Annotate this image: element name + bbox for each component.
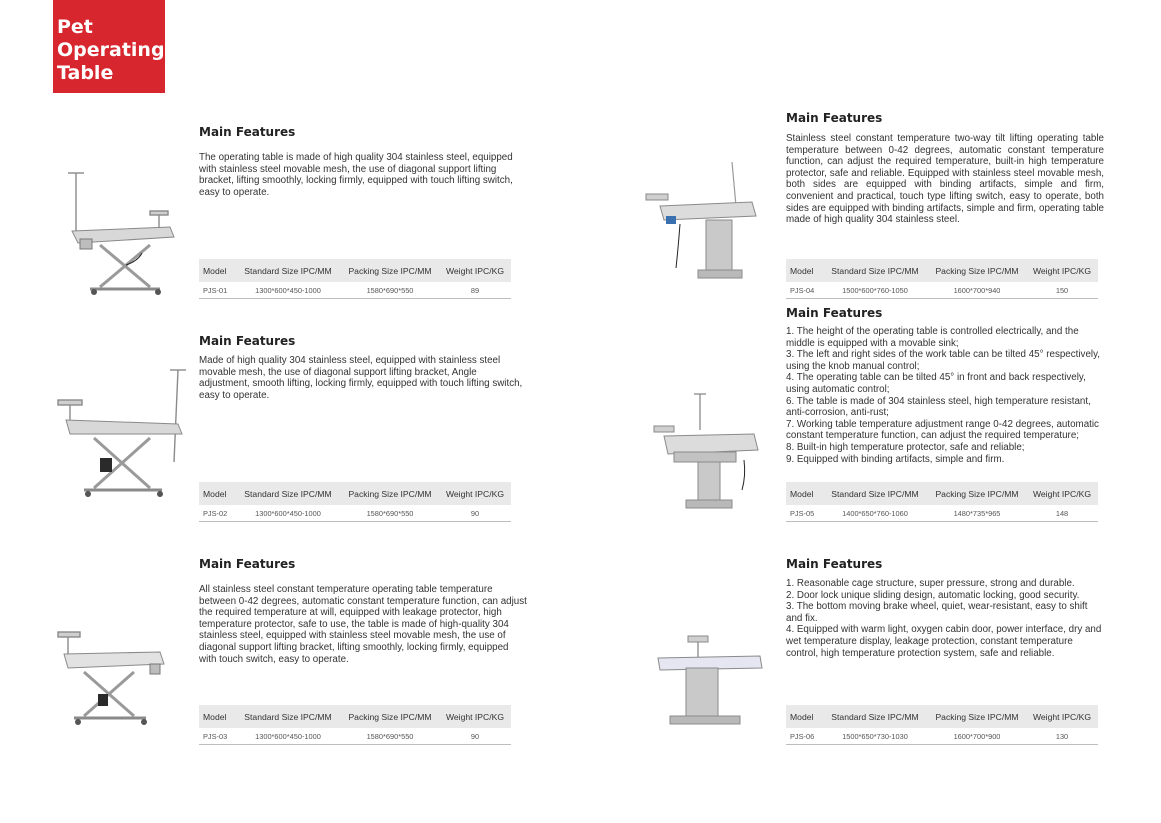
header-standard-size: Standard Size IPC/MM [831,265,919,276]
product-image-pjs-04 [640,160,764,284]
features-title: Main Features [786,111,883,125]
cell-model: PJS-01 [203,285,228,295]
cell-standard-size: 1500*650*730-1030 [842,731,908,741]
spec-table [199,482,511,522]
product-image-pjs-03 [54,606,166,744]
cell-standard-size: 1400*650*760-1060 [842,508,908,518]
cell-weight: 150 [1055,285,1069,295]
product-image-pjs-06 [650,630,766,730]
description-paragraph: All stainless steel constant temperature operating table temperature between 0-42 degrees, automatic constant temperature function, can adjust the required temperature at will, equipped with leakage protector, high temperature protector, safe to use, the table is made of high-quality 304 stainless steel, equipped with stainless steel movable mesh, the use of diagonal support lifting bracket, lifting smoothly, locking firmly, equipped with touch switch, easy to operate. [199,584,527,665]
table-row [199,505,511,522]
description-item: 2. Door lock unique sliding design, automatic locking, good security. [786,589,1080,601]
description-item: 8. Built-in high temperature protector, safe and reliable; [786,441,1025,453]
header-weight: Weight IPC/KG [1032,265,1092,276]
header-weight: Weight IPC/KG [445,488,505,499]
cell-weight: 148 [1055,508,1069,518]
cell-packing-size: 1580*690*550 [366,731,414,741]
header-model: Model [203,265,227,276]
table-row [199,728,511,745]
features-description [199,152,527,198]
features-description [199,584,527,665]
cell-standard-size: 1300*600*450-1000 [255,731,321,741]
features-title: Main Features [199,125,296,139]
cell-packing-size: 1580*690*550 [366,508,414,518]
header-standard-size: Standard Size IPC/MM [831,488,919,499]
features-description [786,326,1104,465]
header-standard-size: Standard Size IPC/MM [244,711,332,722]
spec-table-header [786,482,1098,505]
table-row [199,282,511,299]
spec-table [786,259,1098,299]
description-paragraph: Stainless steel constant temperature two-way tilt lifting operating table temperature between 0-42 degrees, automatic constant temperature function, can adjust the required temperature, built-in high temperature protector, safe and reliable. Equipped with stainless steel movable mesh, both sides are equipped with binding artifacts, simple and firm, convenient and practical, touch type lifting switch, easy to operate, both sides are equipped with binding artifacts, simple and firm, operating table made of high quality 304 stainless steel. [786,133,1104,226]
header-model: Model [203,488,227,499]
features-title: Main Features [199,334,296,348]
cell-packing-size: 1600*700*940 [953,285,1001,295]
cell-weight: 90 [470,731,480,741]
table-row [786,728,1098,745]
description-item: 4. The operating table can be tilted 45° in front and back respectively, using automatic control; [786,372,1086,395]
spec-table-header [199,705,511,728]
cell-standard-size: 1500*600*760-1050 [842,285,908,295]
spec-table [199,705,511,745]
cell-model: PJS-05 [790,508,815,518]
product-image-pjs-05 [650,390,766,518]
description-item: 1. Reasonable cage structure, super pressure, strong and durable. [786,578,1075,589]
header-standard-size: Standard Size IPC/MM [244,265,332,276]
table-row [786,282,1098,299]
table-row [786,505,1098,522]
features-description [786,578,1104,659]
cell-standard-size: 1300*600*450-1000 [255,285,321,295]
page-title-block [53,0,165,93]
spec-table-header [786,259,1098,282]
features-description [786,133,1104,226]
spec-table-header [786,705,1098,728]
page-title-line-1: Pet [57,16,93,38]
header-weight: Weight IPC/KG [445,711,505,722]
cell-packing-size: 1480*735*965 [953,508,1001,518]
cell-model: PJS-02 [203,508,228,518]
cell-weight: 130 [1055,731,1069,741]
cell-packing-size: 1580*690*550 [366,285,414,295]
header-weight: Weight IPC/KG [1032,711,1092,722]
cell-model: PJS-04 [790,285,815,295]
product-image-pjs-02 [54,362,186,500]
page-title-line-3: Table [57,62,114,84]
description-item: 3. The left and right sides of the work table can be tilted 45° respectively, using the knob manual control; [786,349,1100,372]
header-packing-size: Packing Size IPC/MM [348,265,432,276]
header-model: Model [790,488,814,499]
header-weight: Weight IPC/KG [1032,488,1092,499]
header-model: Model [790,265,814,276]
features-description [199,355,527,401]
description-item: 6. The table is made of 304 stainless steel, high temperature resistant, anti-corrosion, anti-rust; [786,395,1091,419]
description-paragraph: Made of high quality 304 stainless steel, equipped with stainless steel movable mesh, the use of diagonal support lifting bracket, Angle adjustment, smooth lifting, locking firmly, equipped with touch lifting switch, easy to operate. [199,355,523,401]
header-weight: Weight IPC/KG [445,265,505,276]
page-title-line-2: Operating [57,39,165,61]
description-item: 7. Working table temperature adjustment range 0-42 degrees, automatic constant temperature function, can adjust the required temperature; [786,418,1099,442]
cell-standard-size: 1300*600*450-1000 [255,508,321,518]
cell-weight: 89 [470,285,480,295]
description-item: 9. Equipped with binding artifacts, simple and firm. [786,453,1005,465]
spec-table [199,259,511,299]
header-packing-size: Packing Size IPC/MM [935,488,1019,499]
features-title: Main Features [786,306,883,320]
description-item: 1. The height of the operating table is controlled electrically, and the middle is equipped with a movable sink; [786,326,1079,349]
header-packing-size: Packing Size IPC/MM [348,711,432,722]
spec-table [786,705,1098,745]
header-standard-size: Standard Size IPC/MM [831,711,919,722]
description-paragraph: The operating table is made of high quality 304 stainless steel, equipped with stainless steel movable mesh, the use of diagonal support lifting bracket, lifting smoothly, locking firmly, equipped with touch lifting switch, easy to operate. [199,152,513,198]
header-packing-size: Packing Size IPC/MM [935,711,1019,722]
cell-model: PJS-06 [790,731,815,741]
cell-model: PJS-03 [203,731,228,741]
header-model: Model [203,711,227,722]
spec-table-header [199,259,511,282]
cell-weight: 90 [470,508,480,518]
product-image-pjs-01 [62,165,182,297]
header-model: Model [790,711,814,722]
cell-packing-size: 1600*700*900 [953,731,1001,741]
description-item: 3. The bottom moving brake wheel, quiet, wear-resistant, easy to shift and fix. [786,601,1088,624]
header-packing-size: Packing Size IPC/MM [348,488,432,499]
spec-table-header [199,482,511,505]
features-title: Main Features [199,557,296,571]
spec-table [786,482,1098,522]
features-title: Main Features [786,557,883,571]
description-item: 4. Equipped with warm light, oxygen cabin door, power interface, dry and wet temperature display, leakage protection, constant temperature control, high temperature protection system, safe and reliable. [786,624,1102,659]
header-standard-size: Standard Size IPC/MM [244,488,332,499]
header-packing-size: Packing Size IPC/MM [935,265,1019,276]
